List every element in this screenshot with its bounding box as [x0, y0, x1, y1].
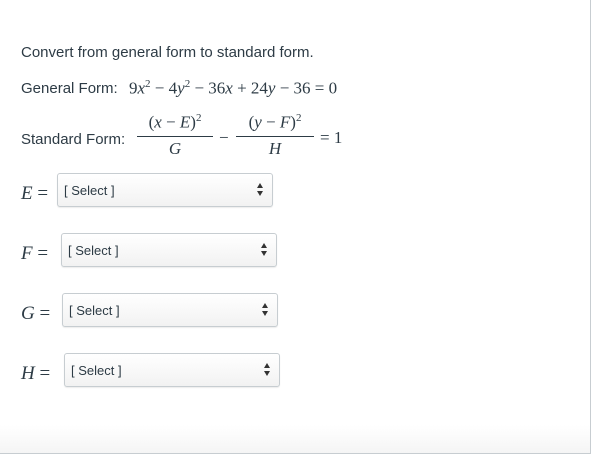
up-down-arrows-icon	[261, 243, 268, 257]
minus-sign: −	[219, 128, 229, 147]
answer-row-h-label: H =	[21, 363, 51, 384]
equals-one: = 1	[320, 128, 343, 147]
answer-row-f-label: F =	[21, 243, 49, 264]
answer-row-g-label: G =	[21, 303, 51, 324]
standard-form-fraction-y: $(y - F)^2$ H	[236, 112, 314, 159]
answer-f-select[interactable]	[61, 233, 277, 267]
answer-f-selected: [ Select ]	[68, 243, 119, 258]
answer-e-select[interactable]	[57, 173, 273, 207]
up-down-arrows-icon	[262, 303, 269, 317]
answer-h-selected: [ Select ]	[71, 363, 122, 378]
standard-form-fraction-x: $(x - E)^2$ G	[137, 112, 213, 159]
instruction-text: Convert from general form to standard form.	[21, 44, 314, 61]
general-form-label: General Form:	[21, 80, 118, 97]
answer-e-selected: [ Select ]	[64, 183, 115, 198]
panel-footer-shade	[0, 425, 590, 453]
up-down-arrows-icon	[264, 363, 271, 377]
answer-g-selected: [ Select ]	[69, 303, 120, 318]
general-form-equation: $9x^2 - 4y^2 - 36x + 24y - 36 = 0$	[129, 78, 338, 98]
standard-form-label: Standard Form:	[21, 131, 126, 148]
answer-h-select[interactable]	[64, 353, 280, 387]
answer-g-select[interactable]	[62, 293, 278, 327]
answer-row-e-label: E =	[21, 183, 49, 204]
up-down-arrows-icon	[257, 183, 264, 197]
